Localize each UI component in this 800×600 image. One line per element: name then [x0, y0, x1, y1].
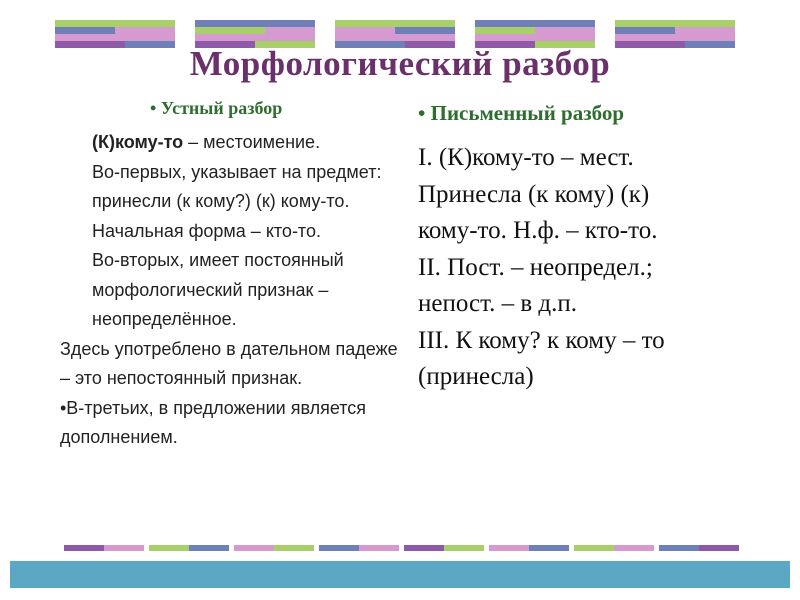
analyzed-word: (К)кому-то — [92, 132, 184, 152]
written-analysis — [418, 140, 788, 396]
oral-paragraph-3: Здесь употреблено в дательном падеже – это непостоянный признак. — [60, 338, 398, 388]
written-line: (принесла) — [418, 363, 534, 390]
left-heading-label: Устный разбор — [160, 98, 283, 118]
bullet-icon: • — [418, 101, 426, 125]
right-heading — [418, 101, 624, 126]
word-pos: – местоимение. — [183, 132, 321, 152]
slide-title: Морфологический разбор — [189, 44, 611, 83]
footer-band — [10, 561, 790, 588]
written-line: кому-то. Н.ф. – кто-то. — [418, 217, 658, 244]
left-heading — [150, 98, 282, 119]
oral-paragraph-4: •В-третьих, в предложении является дополнением. — [60, 397, 367, 447]
oral-paragraph-2: Во-вторых, имеет постоянный морфологический признак – неопределённое. — [92, 250, 344, 329]
written-line: I. (К)кому-то – мест. — [418, 144, 634, 171]
written-line: непост. – в д.п. — [418, 290, 578, 317]
written-line: III. К кому? к кому – то — [418, 326, 665, 354]
bottom-decoration — [64, 545, 739, 551]
oral-analysis — [60, 128, 405, 453]
written-line: II. Пост. – неопредел.; — [418, 253, 653, 281]
right-heading-label: Письменный разбор — [430, 101, 625, 125]
oral-paragraph-1: Во-первых, указывает на предмет: принесли (к кому?) (к) кому-то. Начальная форма – кто-то. — [92, 161, 382, 241]
oral-line-1 — [60, 128, 405, 158]
written-line: Принесла (к кому) (к) — [418, 180, 650, 208]
bullet-icon: • — [150, 98, 157, 118]
